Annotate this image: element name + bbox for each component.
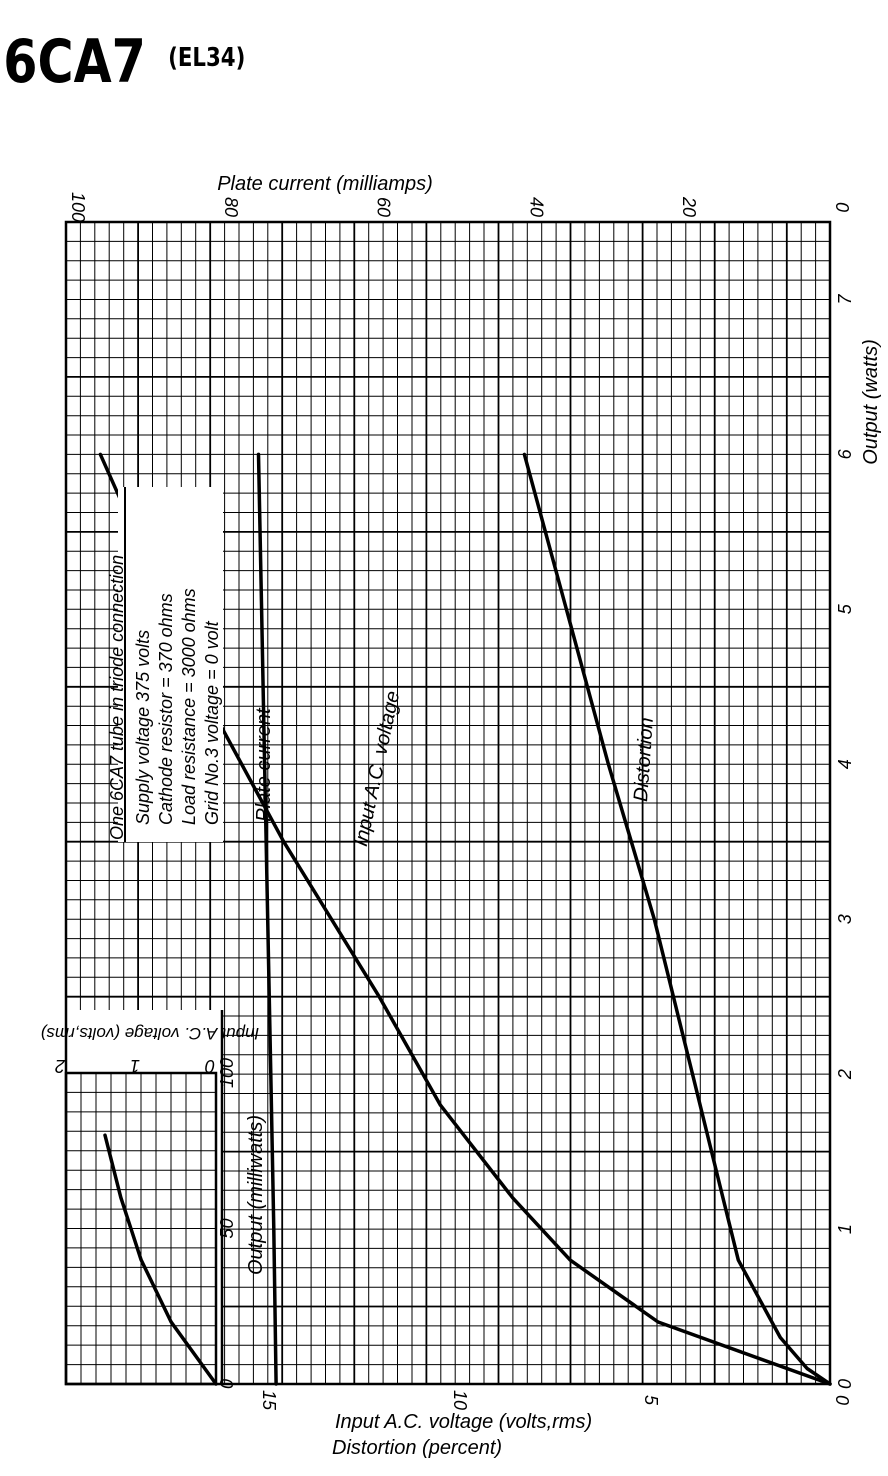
series-line-inset-input — [105, 1135, 216, 1384]
tick-label-plate-current: 100 — [68, 191, 88, 223]
tick-label-plate-current: 0 — [832, 201, 852, 213]
condition-line-5: Grid No.3 voltage = 0 volt — [202, 621, 222, 825]
series-label-input-voltage: Input A.C. voltage — [349, 689, 405, 849]
series-label-plate-current: Plate current — [253, 708, 275, 822]
axis-label-inset-input: Input A.C. voltage (volts,rms) — [40, 1024, 260, 1043]
tick-label-plate-current: 60 — [373, 196, 394, 218]
tick-label-plate-current: 80 — [220, 196, 241, 218]
chart-title: 6CA7 — [3, 26, 146, 97]
condition-line-4: Load resistance = 3000 ohms — [179, 588, 199, 825]
conditions-box — [107, 487, 223, 842]
tick-label-inset-input: 1 — [129, 1056, 141, 1076]
tick-label-plate-current: 20 — [679, 196, 700, 218]
tick-label-output-watts: 7 — [835, 294, 855, 305]
tick-label-output-watts: 2 — [835, 1069, 855, 1080]
series-label-distortion: Distortion — [630, 716, 658, 803]
condition-line-3: Cathode resistor = 370 ohms — [156, 593, 176, 825]
tick-label-output-watts: 4 — [835, 759, 855, 770]
condition-line-1: One 6CA7 tube in triode connection — [107, 554, 127, 840]
inset-grid — [66, 1073, 216, 1384]
tick-label-input-distortion: 10 — [450, 1389, 470, 1411]
chart-subtitle: (EL34) — [168, 41, 246, 73]
tick-label-output-watts: 5 — [835, 604, 855, 615]
tick-label-output-watts: 3 — [835, 914, 855, 925]
axis-label-distortion: Distortion (percent) — [332, 1437, 503, 1459]
tick-label-inset-input: 0 — [204, 1056, 216, 1076]
tick-label-inset-input: 2 — [54, 1056, 66, 1076]
tick-label-output-watts: 6 — [835, 449, 855, 460]
tick-label-input-distortion: 15 — [259, 1389, 279, 1411]
tick-label-inset-output-mw: 100 — [217, 1057, 237, 1089]
tick-label-inset-output-mw: 0 — [217, 1378, 237, 1390]
tick-label-plate-current: 40 — [526, 196, 547, 218]
tick-label-input-distortion: 5 — [641, 1394, 661, 1406]
axis-label-plate-current: Plate current (milliamps) — [217, 173, 433, 195]
axis-label-input-voltage: Input A.C. voltage (volts,rms) — [335, 1411, 593, 1433]
tick-label-output-watts: 1 — [835, 1224, 855, 1235]
tick-label-input-distortion: 0 — [832, 1394, 852, 1406]
axis-label-output-milliwatts: Output (milliwatts) — [245, 1114, 267, 1276]
tick-label-inset-output-mw: 50 — [217, 1218, 237, 1239]
condition-line-2: Supply voltage 375 volts — [133, 629, 153, 825]
axis-label-output-watts: Output (watts) — [860, 339, 882, 465]
tick-label-output-watts: 0 — [835, 1378, 855, 1390]
